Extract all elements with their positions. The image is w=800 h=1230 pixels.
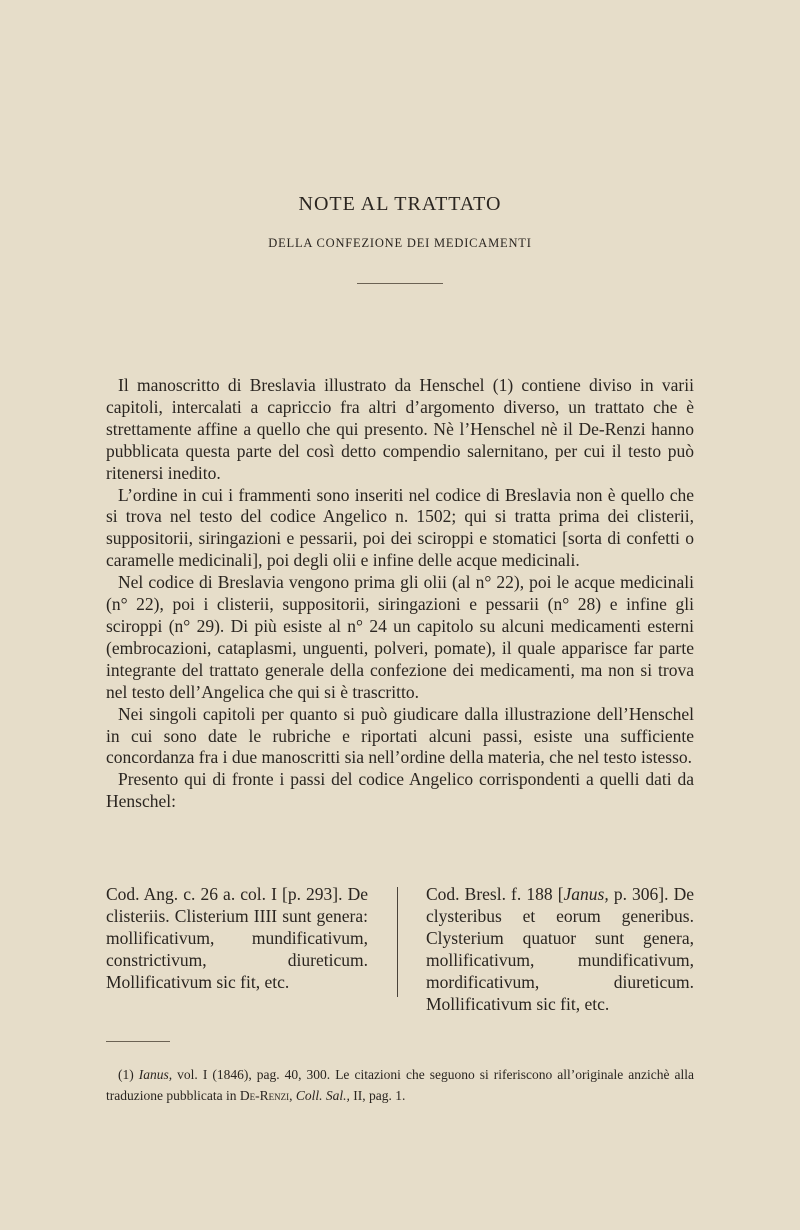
- footnote-text-2: II, pag. 1.: [349, 1088, 406, 1103]
- page-title: NOTE AL TRATTATO: [298, 193, 502, 215]
- paragraph-1: Il manoscritto di Breslavia illustrato da Henschel (1) contiene diviso in varii capitoli, intercalati a capriccio fra altri d’argomento diverso, un trattato che è strettamente affine a quello che qui presento. Nè l’Henschel nè il De-Renzi hanno pubblicata questa parte del così detto compendio salernitano, per cui il testo può ritenersi inedito.: [106, 375, 694, 483]
- column-breslavia-text: De clysteribus et eorum generibus. Clysterium quatuor sunt genera, mollificativum, mundificativum, mordificativum, diureticum. Mollificativum sic fit, etc.: [426, 884, 694, 1014]
- paragraph-3: Nel codice di Breslavia vengono prima gli olii (al n° 22), poi le acque medicinali (n° 22), poi i clisterii, suppositorii, siringazioni e pessarii (n° 28) e infine gli sciroppi (n° 29). Di più esiste al n° 24 un capitolo su alcuni medicamenti esterni (embrocazioni, cataplasmi, unguenti, polveri, pomate), il quale apparisce far parte integrante del trattato generale della confezione dei medicamenti, ma non si trova nel testo dell’Angelica che qui si è trascritto.: [106, 572, 694, 702]
- page-subtitle: DELLA CONFEZIONE DEI MEDICAMENTI: [268, 236, 532, 250]
- column-breslavia: [426, 883, 694, 1015]
- column-angelico: Cod. Ang. c. 26 a. col. I [p. 293]. De clisteriis. Clisterium IIII sunt genera: mollificativum, mundificativum, constrictivum, diureticum. Mollificativum sic fit, etc.: [106, 884, 368, 992]
- paragraph-2: L’ordine in cui i frammenti sono inseriti nel codice di Breslavia non è quello che si trova nel testo del codice Angelico n. 1502; qui si tratta prima dei clisterii, suppositorii, siringazioni e pessarii, poi dei sciroppi e stomatici [sorta di confetti o caramelle medicinali], poi degli olii e infine delle acque medicinali.: [106, 484, 694, 571]
- footnote-journal: Ianus,: [138, 1067, 173, 1082]
- footnote-text-1: vol. I (1846), pag. 40, 300. Le citazioni che seguono si riferiscono all’originale anzichè alla traduzione pubblicata in: [106, 1067, 694, 1103]
- column-breslavia-ref-page: p. 306].: [608, 884, 669, 904]
- body-text: [106, 375, 694, 813]
- title-divider: [357, 283, 443, 284]
- footnote-divider: [106, 1041, 170, 1042]
- footnote-marker: (1): [118, 1067, 139, 1082]
- footnote-author: De-Renzi,: [239, 1088, 293, 1103]
- paragraph-5: Presento qui di fronte i passi del codice Angelico corrispondenti a quelli dati da Henschel:: [106, 769, 694, 812]
- footnote-work: Coll. Sal.,: [292, 1088, 350, 1103]
- footnote: [106, 1064, 694, 1106]
- paragraph-4: Nei singoli capitoli per quanto si può giudicare dalla illustrazione dell’Henschel in cui sono date le rubriche e riportati alcuni passi, esiste una sufficiente concordanza fra i due manoscritti sia nell’ordine della materia, che nel testo istesso.: [106, 703, 694, 768]
- column-breslavia-ref: Cod. Bresl. f. 188 [: [426, 884, 564, 904]
- column-breslavia-ref-journal: Janus,: [563, 884, 609, 904]
- column-divider: [397, 887, 398, 997]
- parallel-columns: [106, 883, 694, 1013]
